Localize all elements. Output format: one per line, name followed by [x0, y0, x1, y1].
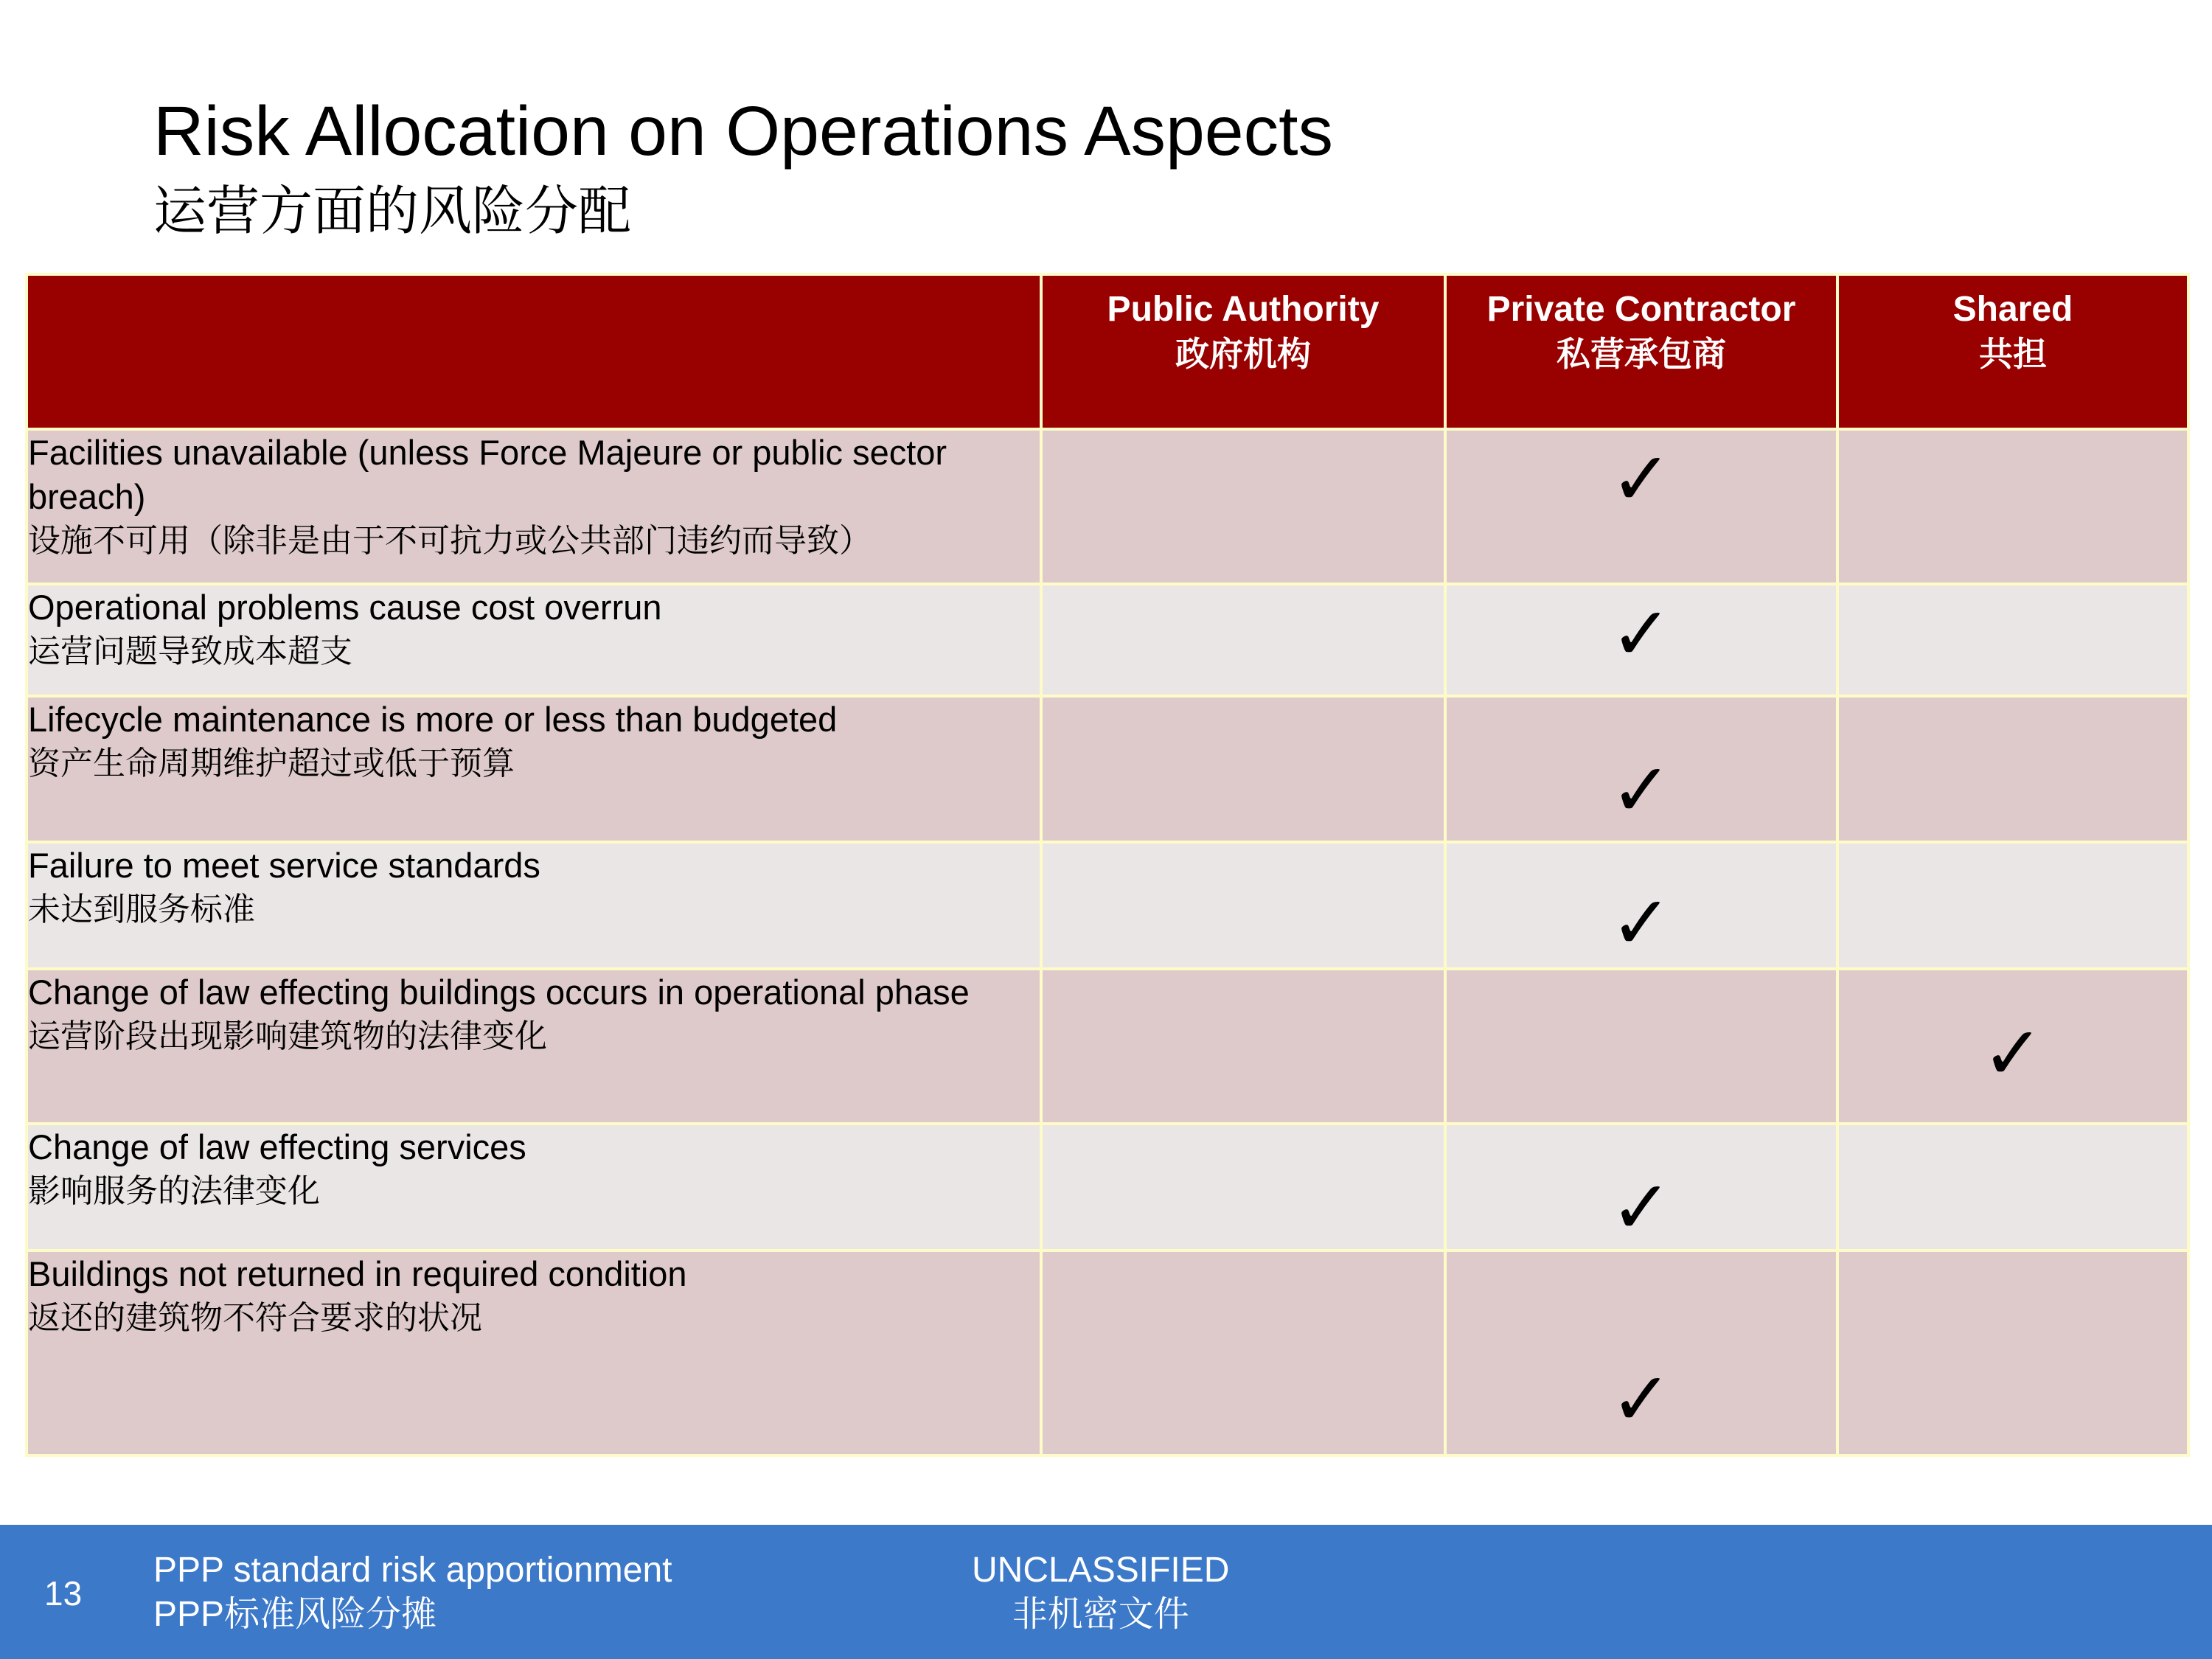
table-row [27, 1251, 2188, 1455]
checkmark-icon: ✓ [1610, 880, 1672, 966]
shared-cell [1837, 696, 2188, 842]
table-row [27, 584, 2188, 696]
public-authority-cell [1041, 584, 1445, 696]
private-contractor-cell [1445, 842, 1837, 969]
header-label: Public Authority [1107, 290, 1380, 329]
risk-text: Failure to meet service standards [28, 846, 540, 885]
risk-description [27, 1124, 1041, 1251]
private-contractor-cell [1445, 696, 1837, 842]
risk-text-zh: 返还的建筑物不符合要求的状况 [28, 1299, 482, 1337]
checkmark-icon: ✓ [1610, 1164, 1672, 1251]
header-label-zh: 私营承包商 [1557, 334, 1726, 374]
public-authority-cell [1041, 842, 1445, 969]
table-header-row [27, 274, 2188, 429]
footer-caption-zh: PPP标准风险分摊 [153, 1595, 437, 1634]
risk-description [27, 969, 1041, 1124]
risk-text-zh: 运营阶段出现影响建筑物的法律变化 [28, 1018, 547, 1055]
risk-description [27, 842, 1041, 969]
public-authority-cell [1041, 429, 1445, 584]
table-row [27, 969, 2188, 1124]
table-row [27, 842, 2188, 969]
risk-text-zh: 设施不可用（除非是由于不可抗力或公共部门违约而导致） [28, 522, 872, 560]
slide-subtitle: 运营方面的风险分配 [153, 180, 632, 242]
private-contractor-cell [1445, 584, 1837, 696]
header-shared [1837, 274, 2188, 429]
risk-text: Change of law effecting buildings occurs in operational phase [28, 973, 970, 1012]
checkmark-icon: ✓ [1610, 1356, 1672, 1442]
risk-description [27, 429, 1041, 584]
table-row [27, 429, 2188, 584]
footer-bar [0, 1525, 2212, 1659]
risk-text: Operational problems cause cost overrun [28, 588, 662, 627]
shared-cell [1837, 584, 2188, 696]
classification-zh: 非机密文件 [1012, 1595, 1189, 1634]
header-risk-column [27, 274, 1041, 429]
risk-text-zh: 资产生命周期维护超过或低于预算 [28, 745, 515, 782]
risk-allocation-table [25, 273, 2190, 1457]
risk-text: Change of law effecting services [28, 1127, 526, 1166]
public-authority-cell [1041, 1124, 1445, 1251]
slide-title-block [153, 87, 1333, 246]
risk-text: Lifecycle maintenance is more or less than budgeted [28, 700, 838, 739]
private-contractor-cell [1445, 969, 1837, 1124]
risk-description [27, 584, 1041, 696]
risk-text: Buildings not returned in required condition [28, 1254, 687, 1293]
shared-cell [1837, 842, 2188, 969]
header-public-authority [1041, 274, 1445, 429]
page-number: 13 [44, 1574, 83, 1613]
shared-cell [1837, 969, 2188, 1124]
risk-description [27, 1251, 1041, 1455]
footer-caption-en: PPP standard risk apportionment [153, 1551, 672, 1590]
risk-description [27, 696, 1041, 842]
public-authority-cell [1041, 696, 1445, 842]
header-label-zh: 共担 [1979, 334, 2047, 374]
shared-cell [1837, 429, 2188, 584]
checkmark-icon: ✓ [1610, 591, 1672, 677]
risk-text: Facilities unavailable (unless Force Majeure or public sector breach) [28, 433, 947, 516]
risk-text-zh: 未达到服务标准 [28, 891, 255, 928]
table-row [27, 696, 2188, 842]
classification-en: UNCLASSIFIED [972, 1551, 1230, 1590]
table-row [27, 1124, 2188, 1251]
classification-label [972, 1548, 1229, 1637]
private-contractor-cell [1445, 1251, 1837, 1455]
header-label: Private Contractor [1486, 290, 1796, 329]
risk-text-zh: 运营问题导致成本超支 [28, 633, 352, 670]
header-label-zh: 政府机构 [1175, 334, 1311, 374]
shared-cell [1837, 1124, 2188, 1251]
private-contractor-cell [1445, 1124, 1837, 1251]
risk-text-zh: 影响服务的法律变化 [28, 1172, 320, 1210]
header-label: Shared [1952, 290, 2073, 329]
checkmark-icon: ✓ [1610, 747, 1672, 833]
checkmark-icon: ✓ [1610, 436, 1672, 522]
slide-title: Risk Allocation on Operations Aspects [153, 92, 1334, 170]
private-contractor-cell [1445, 429, 1837, 584]
header-private-contractor [1445, 274, 1837, 429]
public-authority-cell [1041, 969, 1445, 1124]
checkmark-icon: ✓ [1982, 1010, 2044, 1096]
footer-caption [153, 1548, 672, 1637]
shared-cell [1837, 1251, 2188, 1455]
public-authority-cell [1041, 1251, 1445, 1455]
